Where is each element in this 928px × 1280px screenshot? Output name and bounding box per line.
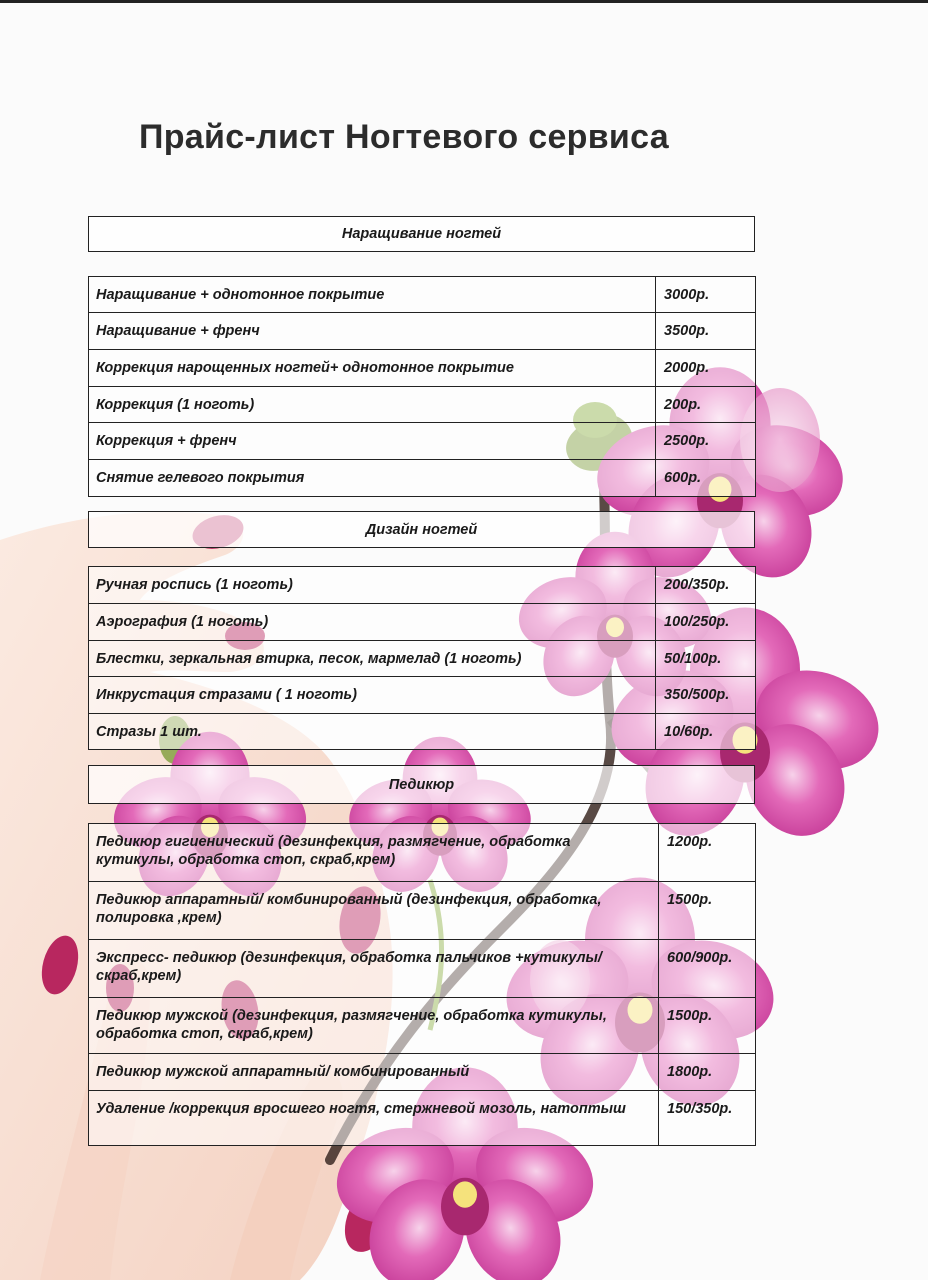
table-row xyxy=(89,460,756,497)
service-name: Педикюр гигиенический (дезинфекция, размягчение, обработка кутикулы, обработка стоп, скраб,крем) xyxy=(89,824,659,882)
service-name: Экспресс- педикюр (дезинфекция, обработка пальчиков +кутикулы/ скраб,крем) xyxy=(89,940,659,998)
table-row xyxy=(89,824,756,882)
price-table-pedicure xyxy=(88,823,756,1146)
table-row xyxy=(89,1091,756,1146)
service-price: 600р. xyxy=(656,460,756,497)
table-row xyxy=(89,277,756,313)
service-name: Инкрустация стразами ( 1 ноготь) xyxy=(89,677,656,714)
table-row xyxy=(89,387,756,423)
service-price: 3500р. xyxy=(656,313,756,350)
service-price: 2000р. xyxy=(656,350,756,387)
section-header-extensions: Наращивание ногтей xyxy=(88,216,755,252)
service-name: Стразы 1 шт. xyxy=(89,714,656,750)
service-name: Удаление /коррекция вросшего ногтя, стержневой мозоль, натоптыш xyxy=(89,1091,659,1146)
table-row xyxy=(89,567,756,604)
page-title: Прайс-лист Ногтевого сервиса xyxy=(139,118,669,156)
table-row xyxy=(89,940,756,998)
table-row xyxy=(89,313,756,350)
table-row xyxy=(89,641,756,677)
table-row xyxy=(89,998,756,1054)
price-table-design xyxy=(88,566,756,750)
service-price: 1500р. xyxy=(659,882,756,940)
service-price: 50/100р. xyxy=(656,641,756,677)
service-name: Педикюр мужской аппаратный/ комбинированный xyxy=(89,1054,659,1091)
table-row xyxy=(89,677,756,714)
service-name: Педикюр аппаратный/ комбинированный (дезинфекция, обработка, полировка ,крем) xyxy=(89,882,659,940)
service-price: 1200р. xyxy=(659,824,756,882)
table-row xyxy=(89,882,756,940)
service-price: 350/500р. xyxy=(656,677,756,714)
service-name: Снятие гелевого покрытия xyxy=(89,460,656,497)
service-price: 600/900р. xyxy=(659,940,756,998)
service-price: 2500р. xyxy=(656,423,756,460)
service-name: Блестки, зеркальная втирка, песок, мармелад (1 ноготь) xyxy=(89,641,656,677)
service-price: 1500р. xyxy=(659,998,756,1054)
price-table-extensions xyxy=(88,276,756,497)
table-row xyxy=(89,714,756,750)
section-header-design: Дизайн ногтей xyxy=(88,511,755,548)
service-price: 200/350р. xyxy=(656,567,756,604)
table-row xyxy=(89,350,756,387)
service-name: Коррекция нарощенных ногтей+ однотонное покрытие xyxy=(89,350,656,387)
service-name: Наращивание + френч xyxy=(89,313,656,350)
service-name: Педикюр мужской (дезинфекция, размягчение, обработка кутикулы, обработка стоп, скраб,крем) xyxy=(89,998,659,1054)
service-name: Коррекция + френч xyxy=(89,423,656,460)
service-name: Наращивание + однотонное покрытие xyxy=(89,277,656,313)
service-price: 3000р. xyxy=(656,277,756,313)
service-name: Аэрография (1 ноготь) xyxy=(89,604,656,641)
section-header-pedicure: Педикюр xyxy=(88,765,755,804)
service-price: 100/250р. xyxy=(656,604,756,641)
service-price: 1800р. xyxy=(659,1054,756,1091)
service-name: Коррекция (1 ноготь) xyxy=(89,387,656,423)
service-price: 150/350р. xyxy=(659,1091,756,1146)
service-price: 200р. xyxy=(656,387,756,423)
service-price: 10/60р. xyxy=(656,714,756,750)
table-row xyxy=(89,1054,756,1091)
table-row xyxy=(89,423,756,460)
table-row xyxy=(89,604,756,641)
service-name: Ручная роспись (1 ноготь) xyxy=(89,567,656,604)
